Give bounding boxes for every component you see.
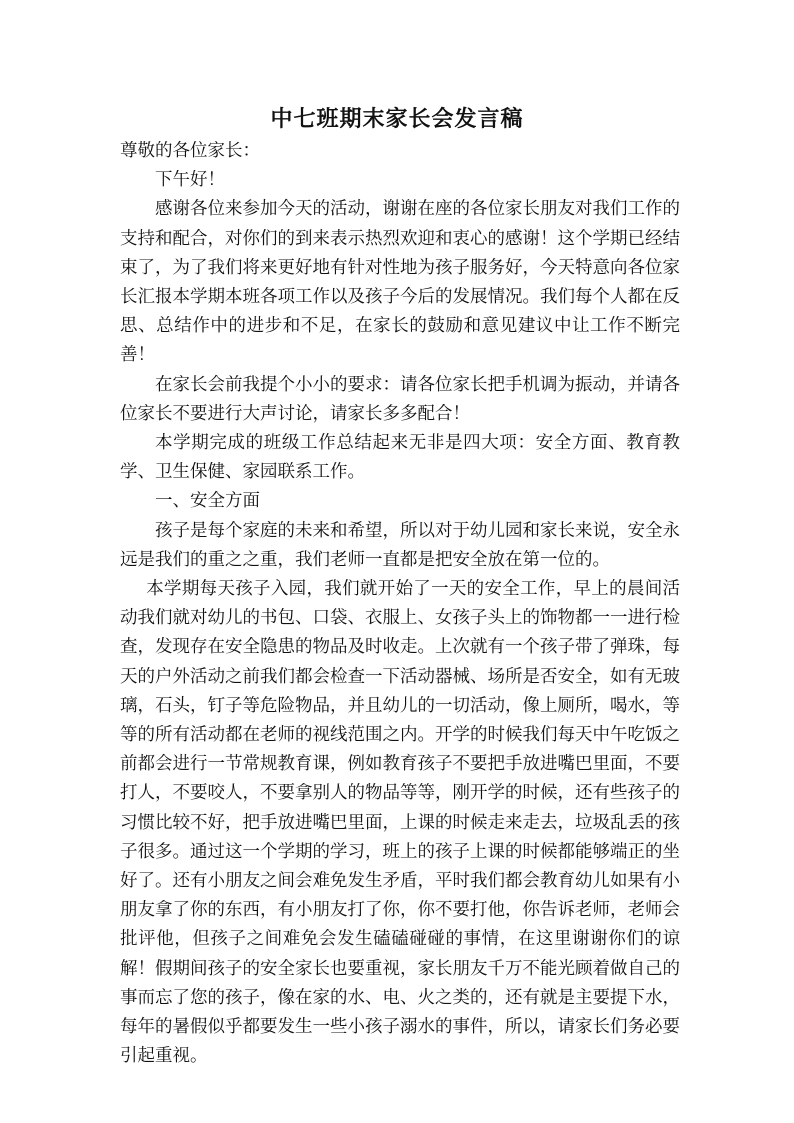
greeting: 下午好！ [155,170,225,191]
paragraph-request: 在家长会前我提个小小的要求：请各位家长把手机调为振动，并请各位家长不要进行大声讨论，请家长多多配合！ [120,374,680,424]
salutation: 尊敬的各位家长： [120,141,260,161]
document-body [120,137,680,1072]
paragraph-safety-details: 本学期每天孩子入园，我们就开始了一天的安全工作，早上的晨间活动我们就对幼儿的书包、口袋、衣服上、女孩子头上的饰物都一一进行检查，发现存在安全隐患的物品及时收走。上次就有一个孩子带了弹珠，每天的户外活动之前我们都会检查一下活动器械、场所是否安全，如有无玻璃，石头，钉子等危险物品，并且幼儿的一切活动，像上厕所，喝水，等等的所有活动都在老师的视线范围之内。开学的时候我们每天中午吃饭之前都会进行一节常规教育课，例如教育孩子不要把手放进嘴巴里面，不要打人，不要咬人，不要拿别人的物品等等，刚开学的时候，还有些孩子的习惯比较不好，把手放进嘴巴里面，上课的时候走来走去，垃圾乱丢的孩子很多。通过这一个学期的学习，班上的孩子上课的时候都能够端正的坐好了。还有小朋友之间会难免发生矛盾，平时我们都会教育幼儿如果有小朋友拿了你的东西，有小朋友打了你，你不要打他，你告诉老师，老师会批评他，但孩子之间难免会发生磕磕碰碰的事情，在这里谢谢你们的谅解！假期间孩子的安全家长也要重视，家长朋友千万不能光顾着做自己的事而忘了您的孩子，像在家的水、电、火之类的，还有就是主要提下水，每年的暑假似乎都要发生一些小孩子溺水的事件，所以，请家长们务必要引起重视。 [120,579,680,1067]
document-title: 中七班期末家长会发言稿 [270,106,524,132]
section-heading-safety: 一、安全方面 [155,491,260,512]
paragraph-safety-intro: 孩子是每个家庭的未来和希望，所以对于幼儿园和家长来说，安全永远是我们的重之之重，我们老师一直都是把安全放在第一位的。 [120,520,680,570]
paragraph-summary: 本学期完成的班级工作总结起来无非是四大项：安全方面、教育教学、卫生保健、家园联系工作。 [120,433,680,483]
paragraph-thanks: 感谢各位来参加今天的活动，谢谢在座的各位家长朋友对我们工作的支持和配合，对你们的到来表示热烈欢迎和衷心的感谢！这个学期已经结束了，为了我们将来更好地有针对性地为孩子服务好，今天特意向各位家长汇报本学期本班各项工作以及孩子今后的发展情况。我们每个人都在反思、总结作中的进步和不足，在家长的鼓励和意见建议中让工作不断完善！ [120,199,680,366]
